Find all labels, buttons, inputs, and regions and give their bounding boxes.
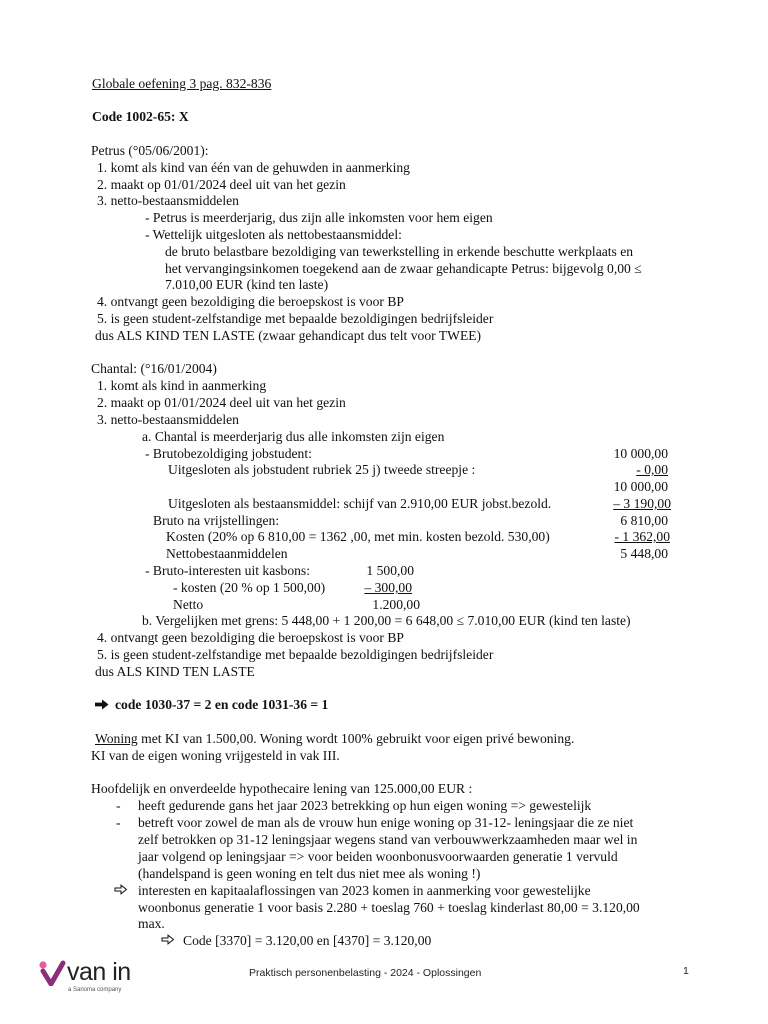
chantal-item-3: 3. netto-bestaansmiddelen xyxy=(97,412,239,427)
chantal-conclusion: dus ALS KIND TEN LASTE xyxy=(95,664,255,679)
hollow-arrow-icon-2 xyxy=(161,934,175,945)
lening-bullet-2-line4: (handelspand is geen woning en telt dus niet mee als woning !) xyxy=(138,866,481,881)
interest-netto-label: Netto xyxy=(173,597,204,612)
subtotal-value: 10 000,00 xyxy=(613,479,668,494)
hollow-arrow-icon xyxy=(114,884,128,895)
logo-subtitle: a Sanoma company xyxy=(68,987,122,993)
lening-bullet-3-line3: max. xyxy=(138,916,165,931)
lening-heading: Hoofdelijk en onverdeelde hypothecaire lening van 125.000,00 EUR : xyxy=(91,781,473,796)
chantal-item-1: 1. komt als kind in aanmerking xyxy=(97,378,267,393)
netto-value: 5 448,00 xyxy=(620,546,668,561)
chantal-item-4: 4. ontvangt geen bezoldiging die beroepskost is voor BP xyxy=(97,630,404,645)
petrus-item-3a: - Petrus is meerderjarig, dus zijn alle inkomsten voor hem eigen xyxy=(145,210,493,225)
bullet-dash-2: - xyxy=(116,815,121,830)
woning-word: Woning xyxy=(95,731,138,746)
page-number: 1 xyxy=(683,965,689,977)
lening-bullet-3-line1: interesten en kapitaalaflossingen van 2023 komen in aanmerking voor gewestelijke xyxy=(138,883,591,898)
code-result-text: code 1030-37 = 2 en code 1031-36 = 1 xyxy=(115,697,329,712)
petrus-conclusion: dus ALS KIND TEN LASTE (zwaar gehandicapt dus telt voor TWEE) xyxy=(95,328,482,343)
netto-label: Nettobestaanmiddelen xyxy=(166,546,288,561)
lening-bullet-1: heeft gedurende gans het jaar 2023 betrekking op hun eigen woning => gewestelijk xyxy=(138,798,592,813)
uitg-bestaansmiddel-value: – 3 190,00 xyxy=(613,496,671,511)
code-final: Code [3370] = 3.120,00 en [4370] = 3.120,00 xyxy=(183,933,432,948)
bruto-label: - Brutobezoldiging jobstudent: xyxy=(145,446,312,461)
lening-bullet-3-line2: woonbonus generatie 1 voor basis 2.280 + toeslag 760 + toeslag kinderlast 80,00 = 3.120,00 xyxy=(138,900,640,915)
woning-text: met KI van 1.500,00. Woning wordt 100% gebruikt voor eigen privé bewoning. xyxy=(137,731,575,746)
petrus-heading: Petrus (°05/06/2001): xyxy=(91,143,209,158)
petrus-item-3b-line2: het vervangingsinkomen toegekend aan de zwaar gehandicapte Petrus: bijgevolg 0,00 ≤ xyxy=(165,261,642,276)
uitg-bestaansmiddel-label: Uitgesloten als bestaansmiddel: schijf van 2.910,00 EUR jobst.bezold. xyxy=(168,496,552,511)
petrus-item-1: 1. komt als kind van één van de gehuwden in aanmerking xyxy=(97,160,410,175)
chantal-item-5: 5. is geen student-zelfstandige met bepaalde bezoldigingen bedrijfsleider xyxy=(97,647,494,662)
lening-bullet-2-line3: jaar volgend op leningsjaar => voor beiden woonbonusvoorwaarden generatie 1 vervuld xyxy=(138,849,618,864)
code-result xyxy=(95,698,328,712)
interest-label: - Bruto-interesten uit kasbons: xyxy=(145,563,310,578)
interest-kosten-label: - kosten (20 % op 1 500,00) xyxy=(173,580,326,595)
woning-line xyxy=(95,732,574,746)
uitg25-value: - 0,00 xyxy=(636,462,668,477)
lening-bullet-2-line1: betreft voor zowel de man als de vrouw hun enige woning op 31-12- leningsjaar die ze niet xyxy=(138,815,634,830)
bruto-vrijstellingen-value: 6 810,00 xyxy=(620,513,668,528)
code-heading: Code 1002-65: X xyxy=(92,109,189,124)
kosten-value: - 1 362,00 xyxy=(614,529,670,544)
petrus-item-3b: - Wettelijk uitgesloten als nettobestaansmiddel: xyxy=(145,227,402,242)
petrus-item-2: 2. maakt op 01/01/2024 deel uit van het gezin xyxy=(97,177,346,192)
uitg25-label: Uitgesloten als jobstudent rubriek 25 j) tweede streepje : xyxy=(168,462,476,477)
interest-kosten-value: – 300,00 xyxy=(364,580,412,595)
petrus-item-3b-line3: 7.010,00 EUR (kind ten laste) xyxy=(165,277,329,292)
petrus-item-3b-line1: de bruto belastbare bezoldiging van tewerkstelling in erkende beschutte werkplaats en xyxy=(165,244,634,259)
chantal-item-3b: b. Vergelijken met grens: 5 448,00 + 1 200,00 = 6 648,00 ≤ 7.010,00 EUR (kind ten laste) xyxy=(142,613,631,628)
petrus-item-5: 5. is geen student-zelfstandige met bepaalde bezoldigingen bedrijfsleider xyxy=(97,311,494,326)
logo-text: van in xyxy=(67,958,131,986)
footer-text: Praktisch personenbelasting - 2024 - Oplossingen xyxy=(249,967,482,979)
chantal-heading: Chantal: (°16/01/2004) xyxy=(91,361,217,376)
page-title: Globale oefening 3 pag. 832-836 xyxy=(92,76,272,91)
chantal-item-2: 2. maakt op 01/01/2024 deel uit van het gezin xyxy=(97,395,346,410)
interest-netto-value: 1.200,00 xyxy=(372,597,420,612)
kosten-label: Kosten (20% op 6 810,00 = 1362 ,00, met min. kosten bezold. 530,00) xyxy=(166,529,550,544)
petrus-item-3: 3. netto-bestaansmiddelen xyxy=(97,193,239,208)
ki-line: KI van de eigen woning vrijgesteld in vak III. xyxy=(91,748,340,763)
lening-bullet-2-line2: zelf betrokken op 31-12 leningsjaar wegens stand van verbouwwerkzaamheden maar wel in xyxy=(138,832,638,847)
chantal-item-3a: a. Chantal is meerderjarig dus alle inkomsten zijn eigen xyxy=(142,429,445,444)
bruto-vrijstellingen-label: Bruto na vrijstellingen: xyxy=(153,513,280,528)
bruto-value: 10 000,00 xyxy=(613,446,668,461)
arrow-right-icon xyxy=(95,699,109,710)
van-in-logo xyxy=(38,960,148,996)
petrus-item-4: 4. ontvangt geen bezoldiging die beroepskost is voor BP xyxy=(97,294,404,309)
logo-check-icon xyxy=(38,960,66,986)
bullet-dash-1: - xyxy=(116,798,121,813)
interest-value: 1 500,00 xyxy=(366,563,414,578)
